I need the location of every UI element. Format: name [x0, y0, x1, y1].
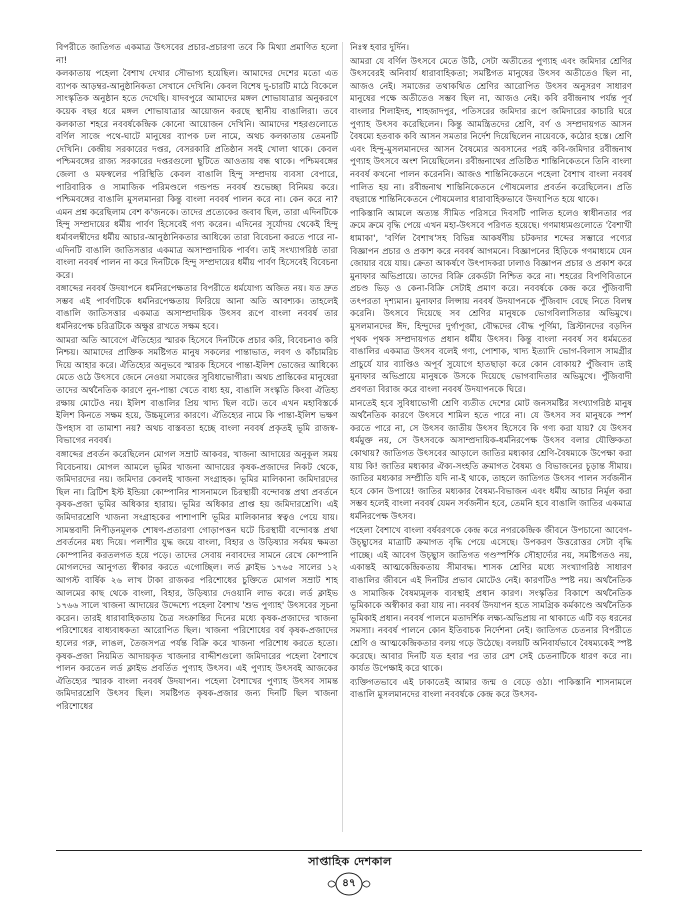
footer-rule: [56, 850, 642, 851]
paragraph: বঙ্গাব্দের নববর্ষ উদযাপনে ধর্মনিরপেক্ষতার বিপরীতে ধর্মযোগ্য অজিত নয়। যত দ্রুত সম্ভব এই পার্বণটিকে ধর্মনিরপেক্ষতায় ফিরিয়ে আনা অতি আবশ্যক। তাহলেই বাঙালি জাতিসত্তার একমাত্র অসাম্প্রদায়িক উৎসব রূপে বাংলা নববর্ষ তার ধর্মনিরপেক্ষ চরিত্রটিকে অক্ষুণ্ণ রাখতে সক্ষম হবে।: [56, 284, 338, 333]
magazine-name: সাপ্তাহিক দেশকাল: [308, 855, 392, 868]
paragraph: মানতেই হবে সুবিধাভোগী শ্রেণি ব্যতীত দেশের মোট জনসমষ্টির সংখ্যাগরিষ্ঠ মানুষ অর্থনৈতিক কারণে উৎসবে শামিল হতে পারে না। যে উৎসব সব মানুষকে স্পর্শ করতে পারে না, সে উৎসব জাতীয় উৎসব হিসেবে কি গণ্য করা যায়? যে উৎসব ধর্মমুক্ত নয়, সে উৎসবকে অসাম্প্রদায়িক-ধর্মনিরপেক্ষ উৎসব বলার যৌক্তিকতা কোথায়? জাতিগত উৎসবের আড়ালে জাতির মধ্যকার শ্রেণি-বৈষম্যকে উপেক্ষা করা যায় কি! জাতির মধ্যকার ঐক্য-সংহতি ক্রমাগত বৈষম্য ও বিভাজনের চূড়ান্ত সীমায়। জাতির মধ্যকার সম্প্রীতি যদি না-ই থাকে, তাহলে জাতিগত উৎসব পালন সর্বজনীন হবে কোন উপায়ে! জাতির মধ্যকার বৈষম্য-বিভাজন এবং ধর্মীয় আচার নির্মূল করা সম্ভব হলেই বাংলা নববর্ষ যেমন সর্বজনীন হবে, তেমনি হবে বাঙালি জাতির একমাত্র ধর্মনিরপেক্ষ উৎসব।: [350, 398, 632, 522]
paragraph: কলকাতায় পহেলা বৈশাখ দেখার সৌভাগ্য হয়েছিল। আমাদের দেশের মতো এত ব্যাপক আড়ম্বর-আনুষ্ঠানিকতা সেখানে দেখিনি। কেবল বিশেষ দু-চারটি মাঠে বিকেলে সাংস্কৃতিক অনুষ্ঠান হতে দেখেছি। যাদবপুরে আমাদের মঙ্গল শোভাযাত্রার অনুকরণে কয়েক বছর ধরে মঙ্গল শোভাযাত্রার আয়োজন করছে স্থানীয় বাঙালিরা। তবে কলকাতা শহরে নববর্ষকেন্দ্রিক কোনো আয়োজন দেখিনি। আমাদের শহরগুলোতে বর্ণিল সাজে পথে-ঘাটে মানুষের ব্যাপক ঢল নামে, অথচ কলকাতায় তেমনটি দেখিনি। কেন্দ্রীয় সরকারের দপ্তর, বেসরকারি প্রতিষ্ঠান সবই খোলা থাকে। কেবল পশ্চিমবঙ্গের রাজ্য সরকারের দপ্তরগুলো ছুটিতে আওতায় বন্ধ থাকে। পশ্চিমবঙ্গের জেলা ও মফস্বলের পরিস্থিতি কেবল বাঙালি হিন্দু সম্প্রদায় ব্যবসা বেপারে, পারিবারিক ও সামাজিক পরিমণ্ডলে গন্ডপন্ড নববর্ষ শুভেচ্ছা বিনিময় করে। পশ্চিমবঙ্গের বাঙালি মুসলমানরা কিন্তু বাংলা নববর্ষ পালন করে না। কেন করে না? এমন প্রশ্ন করেছিলাম বেশ ক'জনকে। তাদের প্রত্যেকের জবাব ছিল, তারা এদিনটিকে হিন্দু সম্প্রদায়ের ধর্মীয় পার্বণ হিসেবেই গণ্য করেন। এদিনের সূর্যোদয় থেকেই হিন্দু ধর্মাবলম্বীদের ধর্মীয় আচার-আনুষ্ঠানিকতার আধিক্যে তারা বিবেচনা করতে পারে না-এদিনটি বাঙালি জাতিসত্তার একমাত্র অসাম্প্রদায়িক পার্বণ। তাই সংখ্যাগরিষ্ঠ তারা বাংলা নববর্ষ পালন না করে দিনটিকে হিন্দু সম্প্রদায়ের ধর্মীয় পার্বণ হিসেবেই বিবেচনা করে।: [56, 69, 338, 281]
page-number-badge: [327, 869, 371, 899]
paragraph: বঙ্গাব্দের প্রবর্তন করেছিলেন মোগল সম্রাট আকবর, খাজনা আদায়ের অনুকূল সময় বিবেচনায়। মোগল আমলে ভূমির খাজনা আদায়ের কৃষক-প্রজাদের নিকট থেকে, জমিদারদের নয়। জমিদার কেবলই খাজনা সংগ্রাহক। ভূমির মালিকানা জমিদারদের ছিল না। ব্রিটিশ ইস্ট ইন্ডিয়া কোম্পানির শাসনামলে চিরস্থায়ী বন্দোবস্ত প্রথা প্রবর্তনে কৃষক-প্রজা ভূমির অধিকার হারায়। ভূমির অধিকার প্রাপ্ত হয় জমিদারশ্রেণি। এই জমিদারশ্রেণি খাজনা সংগ্রাহকের পাশাপাশি ভূমির মালিকানার স্বত্বও পেয়ে যায়। সামন্তবাদী নিপীড়নমূলক শোষণ-প্রতারণা গোড়াপত্তন ঘটে চিরস্থায়ী বন্দোবস্ত প্রথা প্রবর্তনের মধ্য দিয়ে। পলাশীর যুদ্ধ জয়ে বাংলা, বিহার ও উড়িষ্যার সর্বময় ক্ষমতা কোম্পানির করতলগত হয়ে পড়ে। তাদের সেবায় নবাবদের সামনে রেখে কোম্পানি মোগলদের আনুগত্য স্বীকার করতে এগোচ্ছিল। লর্ড ক্লাইভ ১৭৬৫ সালের ১২ আগস্ট বার্ষিক ২৬ লাখ টাকা রাজকর পরিশোধের চুক্তিতে মোগল সম্রাট শাহ আলমের কাছ থেকে বাংলা, বিহার, উড়িষ্যার দেওয়ানি লাভ করে। লর্ড ক্লাইভ ১৭৬৬ সালে খাজনা আদায়ের উদ্দেশ্যে পহেলা বৈশাখ 'শুভ পুণ্যাহ' উৎসবের সূচনা করেন। তারই ধারাবাহিকতায় চৈত্র সংক্রান্তির দিনের মধ্যে কৃষক-প্রজাদের খাজনা পরিশোধের বাধ্যবাধকতা আরোপিত ছিল। খাজনা পরিশোধের বর্ষ কৃষক-প্রজাদের হালের গরু, লাঙল, তৈজসপত্র পর্যন্ত বিক্রি করে খাজনা পরিশোধ করতে হতো। কৃষক-প্রজা নিয়মিত আদায়কৃত খাজনার বাদ্দীশগুলো জমিদারের পহেলা বৈশাখে পালন করতেন লর্ড ক্লাইভ প্রবর্তিত পুণ্যাহ উৎসব। এই পুণ্যাহ উৎসবই আজকের ঐতিহ্যের স্মারক বাংলা নববর্ষ উদযাপন। পহেলা বৈশাখের পুণ্যাহ উৎসব সামন্ত জমিদারশ্রেণি উৎসব ছিল। সমষ্টিগত কৃষক-প্রজার জন্য দিনটি ছিল খাজনা পরিশোধের: [56, 450, 338, 712]
paragraph: ব্যক্তিগতভাবে এই ঢাকাতেই আমার জন্ম ও বেড়ে ওঠা। পাকিস্তানি শাসনামলে বাঙালি মুসলমানদের বাংলা নববর্ষকে কেন্দ্র করে উৎসব-: [350, 677, 632, 701]
paragraph: পহেলা বৈশাখে বাংলা বর্ষবরণকে কেন্দ্র করে নগরকেন্দ্রিক জীবনে উপচানো আবেগ-উচ্ছ্বাসের মাত্রাটি ক্রমাগত বৃদ্ধি পেয়ে এসেছে। উপকরণ উত্তরোত্তর সেটা বৃদ্ধি পাচ্ছে। এই আবেগ উচ্ছ্বাস জাতিগত গণ্ডস্পর্শিক সৌহার্দ্যের নয়, সমষ্টিগতও নয়, একান্তই আত্মকেন্দ্রিকতায় সীমাবদ্ধ। শাসক শ্রেণির মধ্যে সংখ্যাগরিষ্ঠ সাধারণ বাঙালির জীবনে এই দিনটির প্রভাব মোটেও নেই। কারণটিও স্পষ্ট নয়। অর্থনৈতিক ও সামাজিক বৈষম্যমূলক ব্যবস্থাই প্রধান কারণ। সংস্কৃতির বিকাশে অর্থনৈতিক ভূমিকাকে অস্বীকার করা যায় না। নববর্ষ উদযাপন হতে সামগ্রিক কর্মকাণ্ডে অর্থনৈতিক ভূমিকাই প্রধান। নববর্ষ পালনে মতাদর্শিক লক্ষ্য-অভিপ্রায় না থাকাতে এটি বড় ধরনের সমস্যা। নববর্ষ পালনে কোন ইতিবাচক নির্দেশনা নেই। জাতিগত চেতনার বিপরীতে শ্রেণি ও আত্মকেন্দ্রিকতার বলয় গড়ে উঠেছে। বলয়টি অনিবার্যভাবে বৈষম্যকেই স্পষ্ট করেছে। আবার দিনটি যত হবার পর তার রেশ সেই চেতনাটিকে ধারণ করে না। কার্যত উপেক্ষাই করে থাকে।: [350, 525, 632, 675]
paragraph: আমরা যে বর্ণিল উৎসবে মেতে উঠি, সেটা অতীতের পুণ্যাহ এবং জমিদার শ্রেণির উৎসবেরই অনিবার্য ধারাবাহিকতা; সমষ্টিগত মানুষের উৎসব অতীতেও ছিল না, আজও নেই। সমাজের তথাকথিত শ্রেণির আরোপিত উৎসব অনুসরণ সাধারণ মানুষের পক্ষে অতীতেও সম্ভব ছিল না, আজও নেই। কবি রবীন্দ্রনাথ পর্যন্ত পূর্ব বাংলার শিলাইদহ, শাহজাদপুর, পতিসরের জমিদার রূপে জমিদারের কাচারি ঘরে পুণ্যাহ উৎসব করেছিলেন। কিন্তু আমন্ত্রিতদের শ্রেণি, বর্ণ ও সম্প্রদায়গত আসন বৈষম্যে হতবাক কবি আসন সমতার নির্দেশ দিয়েছিলেন নায়েবকে, কঠোর হস্তে। শ্রেণি এবং হিন্দু-মুসলমানদের আসন বৈষম্যের অবসানের পরই কবি-জমিদার রবীন্দ্রনাথ পুণ্যাহ উৎসবে অংশ নিয়েছিলেন। রবীন্দ্রনাথের প্রতিষ্ঠিত শান্তিনিকেতনে তিনি বাংলা নববর্ষ কখনো পালন করেননি। আজও শান্তিনিকেতনে পহেলা বৈশাখ বাংলা নববর্ষ পালিত হয় না। রবীন্দ্রনাথ শান্তিনিকেতনে পৌষমেলার প্রবর্তন করেছিলেন। প্রতি বছরান্তে শান্তিনিকেতনে পৌষমেলার ধারাবাহিকভাবে উদযাপিত হয়ে থাকে।: [350, 56, 632, 206]
paragraph: নিঃস্ব হবার দুর্দিন।: [350, 43, 410, 53]
paragraph: আমরা অতি আবেগে ঐতিহ্যের স্মারক হিসেবে দিনটিকে প্রচার করি, বিবেচনাও করি নিশ্চয়। আমাদের প্রাক্তিক সমষ্টিগত মানুষ সকলের পান্তাভাত, লবণ ও কাঁচামরিচ দিয়ে আহার করে। ঐতিহ্যের অনুভবে স্মারক হিসেবে পান্তা-ইলিশ ভোজের আধিক্যে মেতে ওঠে উৎসবে জেনে নেওয়া সমাজের সুবিধাভোগীরা। অথচ প্রান্তিকের মানুষেরা তাদের অর্থনৈতিক কারণে নুন-পান্তা খেতে বাধ্য হয়, বাঙালি সংস্কৃতি কিংবা ঐতিহ্য রক্ষায় মোটেও নয়। ইলিশ বাঙালির প্রিয় খাদ্য ছিল বটে। তবে এখন মহাবিস্তর্কে ইলিশ কিনতে সক্ষম হয়ে, উচ্চমূল্যের কারণে। ঐতিহ্যের নামে কি পান্তা-ইলিশ ভক্ষণ উপহাস বা তামাশা নয়? অথচ বাস্তবতা হচ্ছে বাংলা নববর্ষ প্রকৃতই ভূমি রাজস্ব-বিভাগের নববর্ষ।: [56, 335, 338, 447]
paragraph: বিপরীতে জাতিগত একমাত্র উৎসবের প্রচার-প্রচারণা তবে কি মিথ্যা প্রমাণিত হলো না!: [56, 43, 338, 66]
article-column-left: [56, 42, 338, 832]
column-divider: [342, 42, 343, 832]
article-column-right: [350, 42, 632, 832]
page-number: ৪৭: [342, 876, 356, 889]
paragraph: পাকিস্তানি আমলে অত্যন্ত সীমিত পরিসরে দিবসটি পালিত হলেও স্বাধীনতার পর ক্রমে ক্রমে বৃদ্ধি পেয়ে এখন মহা-উৎসবে পরিণত হয়েছে। গণমাধ্যমগুলোতে 'বৈশাখী ধামাকা', 'বর্ণিল বৈশাখ'সহ বিভিন্ন আকর্ষণীয় চটকদার শব্দের সম্ভারে পণ্যের বিজ্ঞাপন প্রচার ও প্রকাশ করে নববর্ষ আগমনে। বিজ্ঞাপনের হিড়িকে গণমাধ্যমে যেন জোয়ার বয়ে যায়। ক্রেতা আকর্ষণে উৎপাদকরা ঢালাও বিজ্ঞাপন প্রচার ও প্রকাশ করে মুনাফার অভিপ্রায়ে। তাদের বিক্রি রেকর্ডটা নিশ্চিত করে না। শহরের বিপণিবিতানে প্রচণ্ড ভিড় ও কেনা-বিক্রি সেটাই প্রমাণ করে। নববর্ষকে কেন্দ্র করে পুঁজিবাদী তৎপরতা দৃশ্যমান। মুনাফার লিপ্সায় নববর্ষ উদযাপনকে পুঁজিবাদ বেছে নিতে বিলম্ব করেনি। উৎসবে দিয়েছে সব শ্রেণির মানুষকে ভোগবিলাসিতার অভিমুখে। মুসলমানদের ঈদ, হিন্দুদের দুর্গাপূজা, বৌদ্ধদের বৌদ্ধ পূর্ণিমা, খ্রিস্টানদের বড়দিন পৃথক পৃথক সম্প্রদায়গত প্রধান ধর্মীয় উৎসব। কিন্তু বাংলা নববর্ষ সব ধর্মমতের বাঙালির একমাত্র উৎসব বলেই গণ্য, পোশাক, খাদ্য ইত্যাদি ভোগ-বিলাস সামগ্রীর প্রাচুর্যে যার ব্যাপ্তিও অপূর্ব সুযোগে হাতছাড়া করে কোন বোকায়? পুঁজিবাদ তাই মুনাফার অভিপ্রায়ে মানুষকে উসকে দিয়েছে ভোগবাদিতার অভিমুখে। পুঁজিবাদী প্রবণতা বিরাজ করে বাংলা নববর্ষ উদযাপনকে ঘিরে।: [350, 208, 632, 396]
